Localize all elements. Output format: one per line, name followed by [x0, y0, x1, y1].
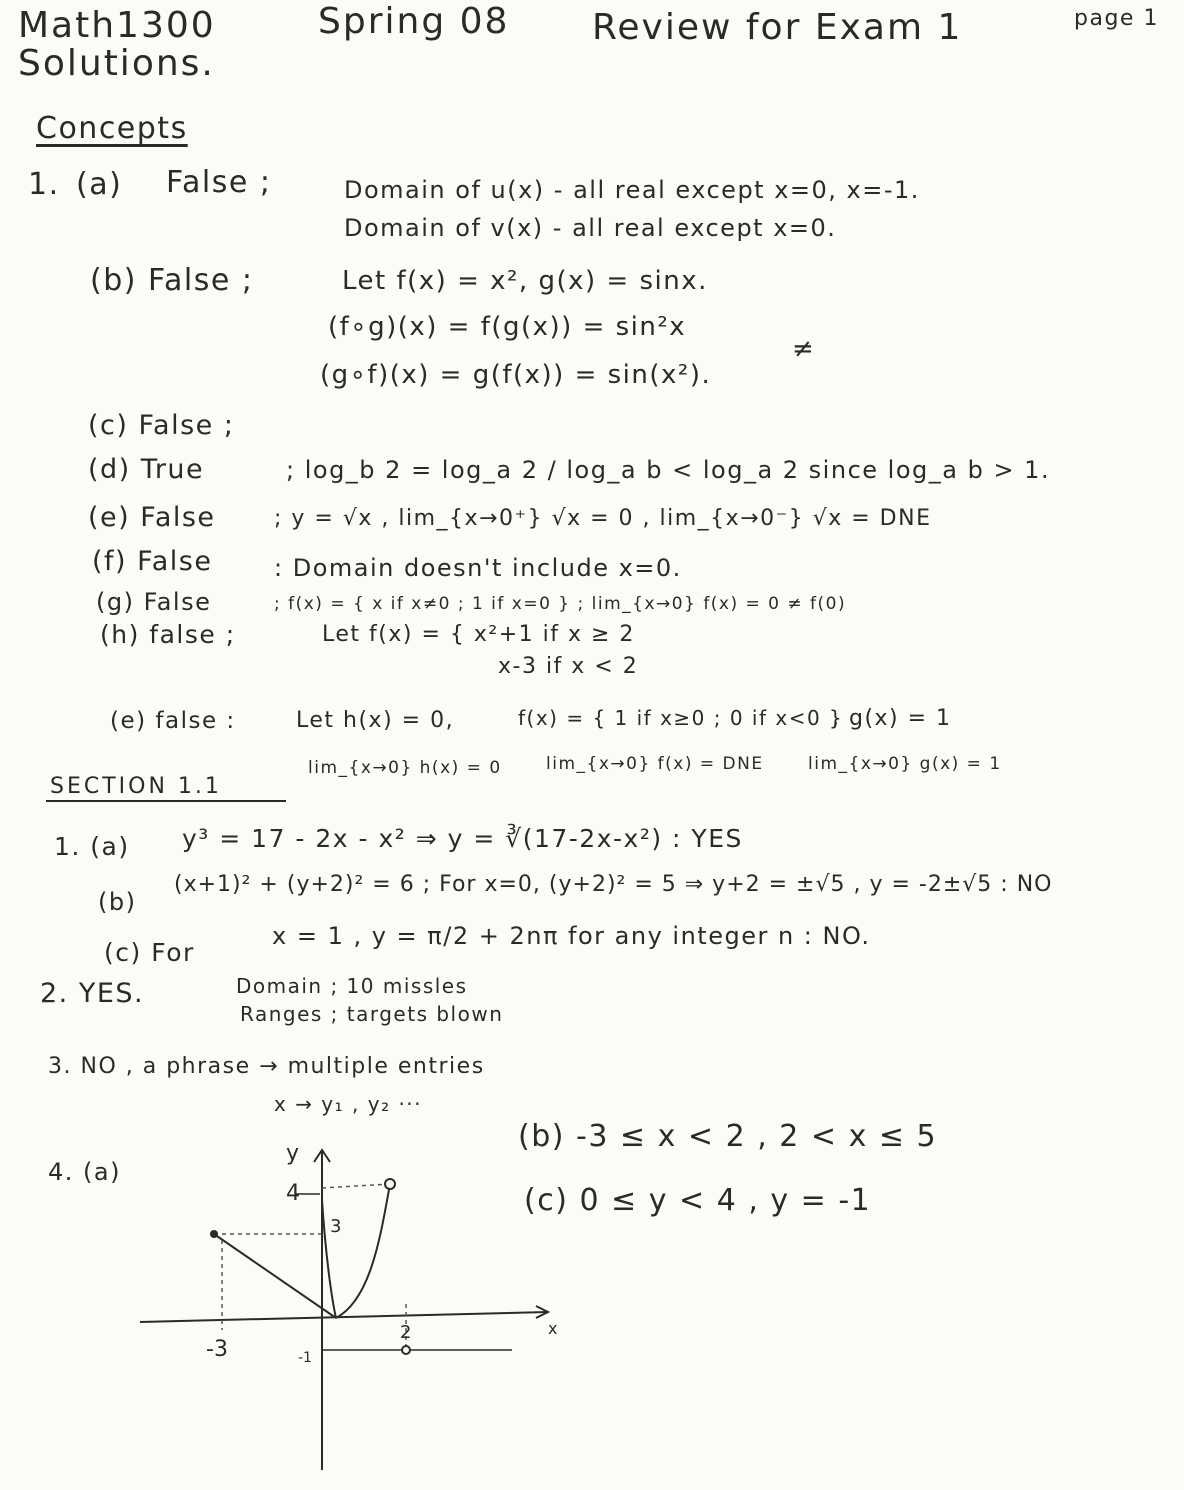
q1a-line2: Domain of v(x) - all real except x=0.	[344, 214, 837, 242]
left-line-segment	[214, 1234, 336, 1318]
tick-label-2: 2	[400, 1322, 412, 1343]
term: Spring 08	[318, 1, 510, 42]
x-axis-label: x	[548, 1319, 558, 1338]
s3-text: 3. NO , a phrase → multiple entries	[48, 1054, 485, 1079]
q1e2-line1: Let h(x) = 0,	[296, 708, 455, 733]
q1e-text: ; y = √x , lim_{x→0⁺} √x = 0 , lim_{x→0⁻} √x = DNE	[274, 506, 932, 531]
q1h-line1: Let f(x) = { x²+1 if x ≥ 2	[322, 622, 635, 647]
s2-label: 2. YES.	[40, 978, 145, 1009]
q1g-label: (g) False	[96, 588, 212, 616]
q1b-line1: Let f(x) = x², g(x) = sinx.	[342, 266, 708, 296]
s2-domain: Domain ; 10 missles	[236, 974, 468, 998]
q1g-text: ; f(x) = { x if x≠0 ; 1 if x=0 } ; lim_{x→0} f(x) = 0 ≠ f(0)	[274, 594, 847, 614]
q1e2-g: , g(x) = 1	[832, 706, 952, 731]
q1h-label: (h) false ;	[100, 620, 236, 649]
q1h-line2: x-3 if x < 2	[498, 654, 639, 679]
s1b-label: (b)	[98, 888, 137, 916]
s1a-text: y³ = 17 - 2x - x² ⇒ y = ∛(17-2x-x²) : YES	[182, 824, 743, 853]
guide-y4	[322, 1184, 390, 1188]
subtitle: Solutions.	[18, 43, 215, 84]
q1a-label: (a)	[76, 167, 123, 202]
s2-range: Ranges ; targets blown	[240, 1002, 504, 1026]
s4b-text: (b) -3 ≤ x < 2 , 2 < x ≤ 5	[518, 1119, 938, 1154]
course-name: Math1300	[18, 5, 216, 46]
q1d-label: (d) True	[88, 454, 205, 485]
y-axis-label: y	[286, 1141, 300, 1166]
tick-label-3: 3	[330, 1216, 342, 1237]
open-point-2-neg1	[402, 1346, 410, 1354]
s1c-label: (c) For	[104, 938, 195, 967]
s1c-text: x = 1 , y = π/2 + 2nπ for any integer n : NO.	[272, 922, 871, 950]
parabola-branch	[336, 1184, 390, 1318]
q1e2-lim-f: lim_{x→0} f(x) = DNE	[546, 754, 764, 774]
s4c-text: (c) 0 ≤ y < 4 , y = -1	[524, 1183, 872, 1218]
q1a-answer: False ;	[166, 165, 272, 200]
q1-number: 1.	[28, 167, 60, 202]
s4-label: 4. (a)	[48, 1158, 121, 1186]
tick-label-neg3: -3	[206, 1337, 228, 1362]
section-heading: SECTION 1.1	[50, 774, 222, 799]
tick-label-4: 4	[286, 1181, 300, 1206]
s3-map: x → y₁ , y₂ ···	[274, 1092, 423, 1116]
q1e2-label: (e) false :	[110, 708, 236, 734]
q1b-label: (b) False ;	[90, 263, 254, 298]
page-number: page 1	[1074, 6, 1159, 31]
q1f-text: : Domain doesn't include x=0.	[274, 554, 682, 582]
open-point-top	[385, 1179, 395, 1189]
q1b-not-equal: ≠	[792, 334, 816, 364]
q1b-line3: (g∘f)(x) = g(f(x)) = sin(x²).	[320, 360, 712, 390]
q1d-text: ; log_b 2 = log_a 2 / log_a b < log_a 2 since log_a b > 1.	[286, 456, 1051, 484]
q1e2-lim-h: lim_{x→0} h(x) = 0	[308, 758, 502, 778]
q1e2-lim-g: lim_{x→0} g(x) = 1	[808, 754, 1002, 774]
tick-label-neg1: -1	[298, 1350, 312, 1366]
q1c-label: (c) False ;	[88, 410, 235, 441]
q1f-label: (f) False	[92, 546, 213, 577]
q1a-line1: Domain of u(x) - all real except x=0, x=-1.	[344, 176, 920, 204]
document-title: Review for Exam 1	[592, 7, 963, 48]
q1b-line2: (f∘g)(x) = f(g(x)) = sin²x	[328, 312, 687, 342]
s1a-label: 1. (a)	[54, 832, 130, 861]
q1e-label: (e) False	[88, 502, 216, 533]
q1e2-f: f(x) = { 1 if x≥0 ; 0 if x<0 }	[518, 706, 844, 730]
s1b-text: (x+1)² + (y+2)² = 6 ; For x=0, (y+2)² = 5 ⇒ y+2 = ±√5 , y = -2±√5 : NO	[174, 872, 1053, 897]
concepts-heading: Concepts	[36, 111, 188, 146]
closed-point-neg3-3	[210, 1230, 218, 1238]
